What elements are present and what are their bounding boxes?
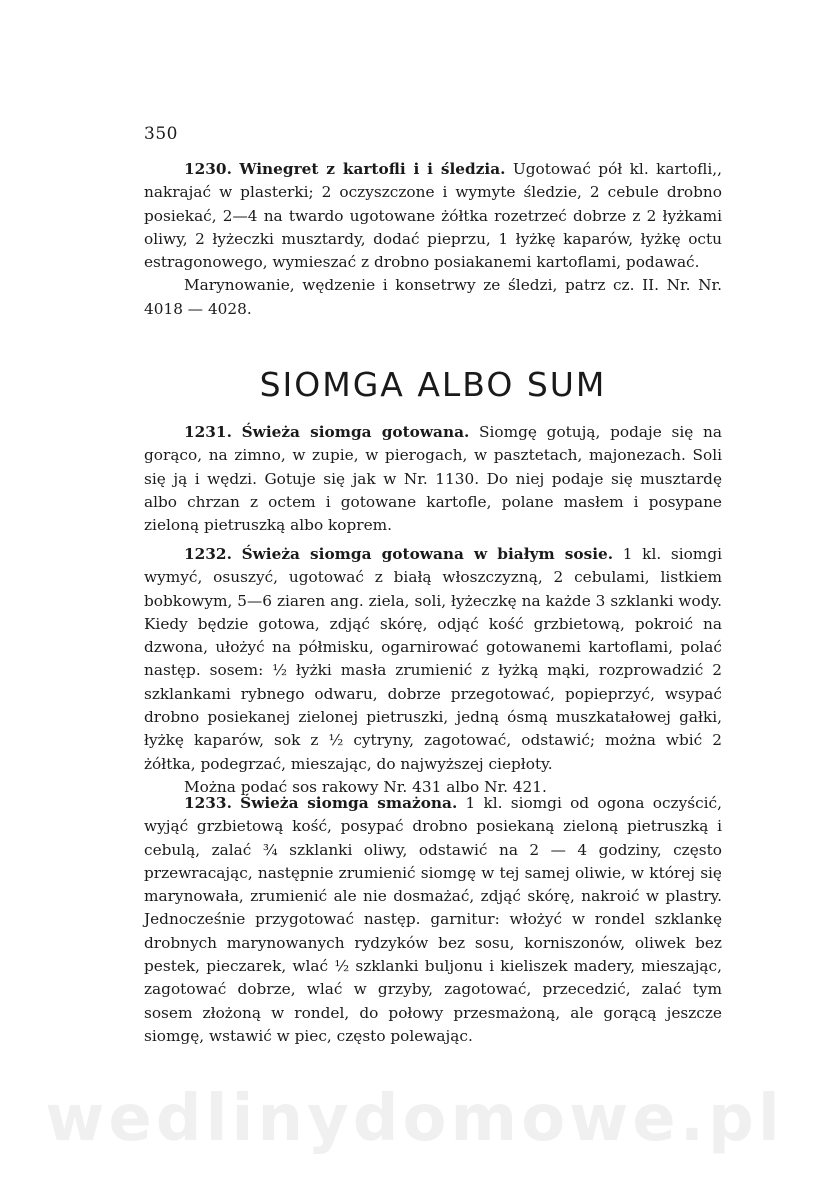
recipe-title: Świeża siomga smażona.: [240, 794, 458, 812]
recipe-number: 1231.: [184, 423, 232, 441]
recipe-number: 1233.: [184, 794, 232, 812]
recipe-1230: [144, 158, 722, 321]
page-number: 350: [144, 124, 178, 144]
recipe-paragraph: [144, 543, 722, 776]
recipe-body: 1 kl. siomgi wymyć, osuszyć, ugotować z białą włoszczyzną, 2 cebulami, listkiem bobkowym, 5—6 ziaren ang. ziela, soli, łyżeczkę na każde 3 szklanki wody. Kiedy będzie gotowa, zdjąć skórę, odjąć kość grzbietową, pokroić na dzwona, ułożyć na półmisku, ogarnirować gotowanemi kartoflami, polać następ. sosem: ½ łyżki masła zrumienić z łyżką mąki, rozprowadzić 2 szklankami rybnego odwaru, dobrze przegotować, popieprzyć, wsypać drobno posiekanej zielonej pietruszki, jedną ósmą muszkatałowej gałki, łyżkę kaparów, sok z ½ cytryny, zagotować, odstawić; można wbić 2 żółtka, podegrzać, mieszając, do najwyższej ciepłoty.: [144, 545, 723, 773]
recipe-paragraph: [144, 158, 722, 274]
recipe-note: Marynowanie, wędzenie i konsetrwy ze śledzi, patrz cz. II. Nr. Nr. 4018 — 4028.: [144, 276, 722, 318]
recipe-title: Świeża siomga gotowana w białym sosie.: [241, 545, 614, 563]
recipe-note: Można podać sos rakowy Nr. 431 albo Nr. 421.: [184, 777, 547, 796]
watermark: wedlinydomowe.pl: [45, 1082, 784, 1156]
recipe-body: Ugotować pół kl. kartofli,, nakrajać w plasterki; 2 oczyszczone i wymyte śledzie, 2 cebule drobno posiekać, 2—4 na twardo ugotowane żółtka rozetrzeć dobrze z 2 łyżkami oliwy, 2 łyżeczki musztardy, dodać pieprzu, 1 łyżkę kaparów, łyżkę octu estragonowego, wymieszać z drobno posiakanemi kartoflami, podawać.: [144, 160, 722, 272]
recipe-paragraph: [144, 421, 722, 537]
recipe-paragraph: [144, 792, 722, 1048]
recipe-number: 1232.: [184, 545, 232, 563]
recipe-title: Świeża siomga gotowana.: [241, 423, 470, 441]
recipe-body: Siomgę gotują, podaje się na gorąco, na zimno, w zupie, w pierogach, w pasztetach, majonezach. Soli się ją i wędzi. Gotuje się jak w Nr. 1130. Do niej podaje się musztardę albo chrzan z octem i gotowane kartofle, polane masłem i posypane zieloną pietruszką albo koprem.: [144, 423, 722, 535]
recipe-1232: [144, 543, 722, 799]
recipe-number: 1230.: [184, 160, 232, 178]
recipe-body: 1 kl. siomgi od ogona oczyścić, wyjąć grzbietową kość, posypać drobno posiekaną zieloną pietruszką i cebulą, zalać ¾ szklanki oliwy, odstawić na 2 — 4 godziny, często przewracając, następnie zrumienić siomgę w tej samej oliwie, w której się marynowała, zrumienić ale nie dosmażać, zdjąć skórę, nakroić w plastry. Jednocześnie przygotować następ. garnitur: włożyć w rondel szklankę drobnych marynowanych rydzyków bez sosu, korniszonów, oliwek bez pestek, pieczarek, wlać ½ szklanki buljonu i kieliszek madery, mieszając, zagotować dobrze, wlać w grzyby, zagotować, przecedzić, zalać tym sosem złożoną w rondel, do połowy przesmażoną, ale gorącą jeszcze siomgę, wstawić w piec, często polewając.: [144, 794, 722, 1045]
recipe-1233: [144, 792, 722, 1048]
recipe-1231: [144, 421, 722, 537]
recipe-title: Winegret z kartofli i i śledzia.: [239, 160, 506, 178]
section-heading: SIOMGA ALBO SUM: [259, 365, 607, 404]
